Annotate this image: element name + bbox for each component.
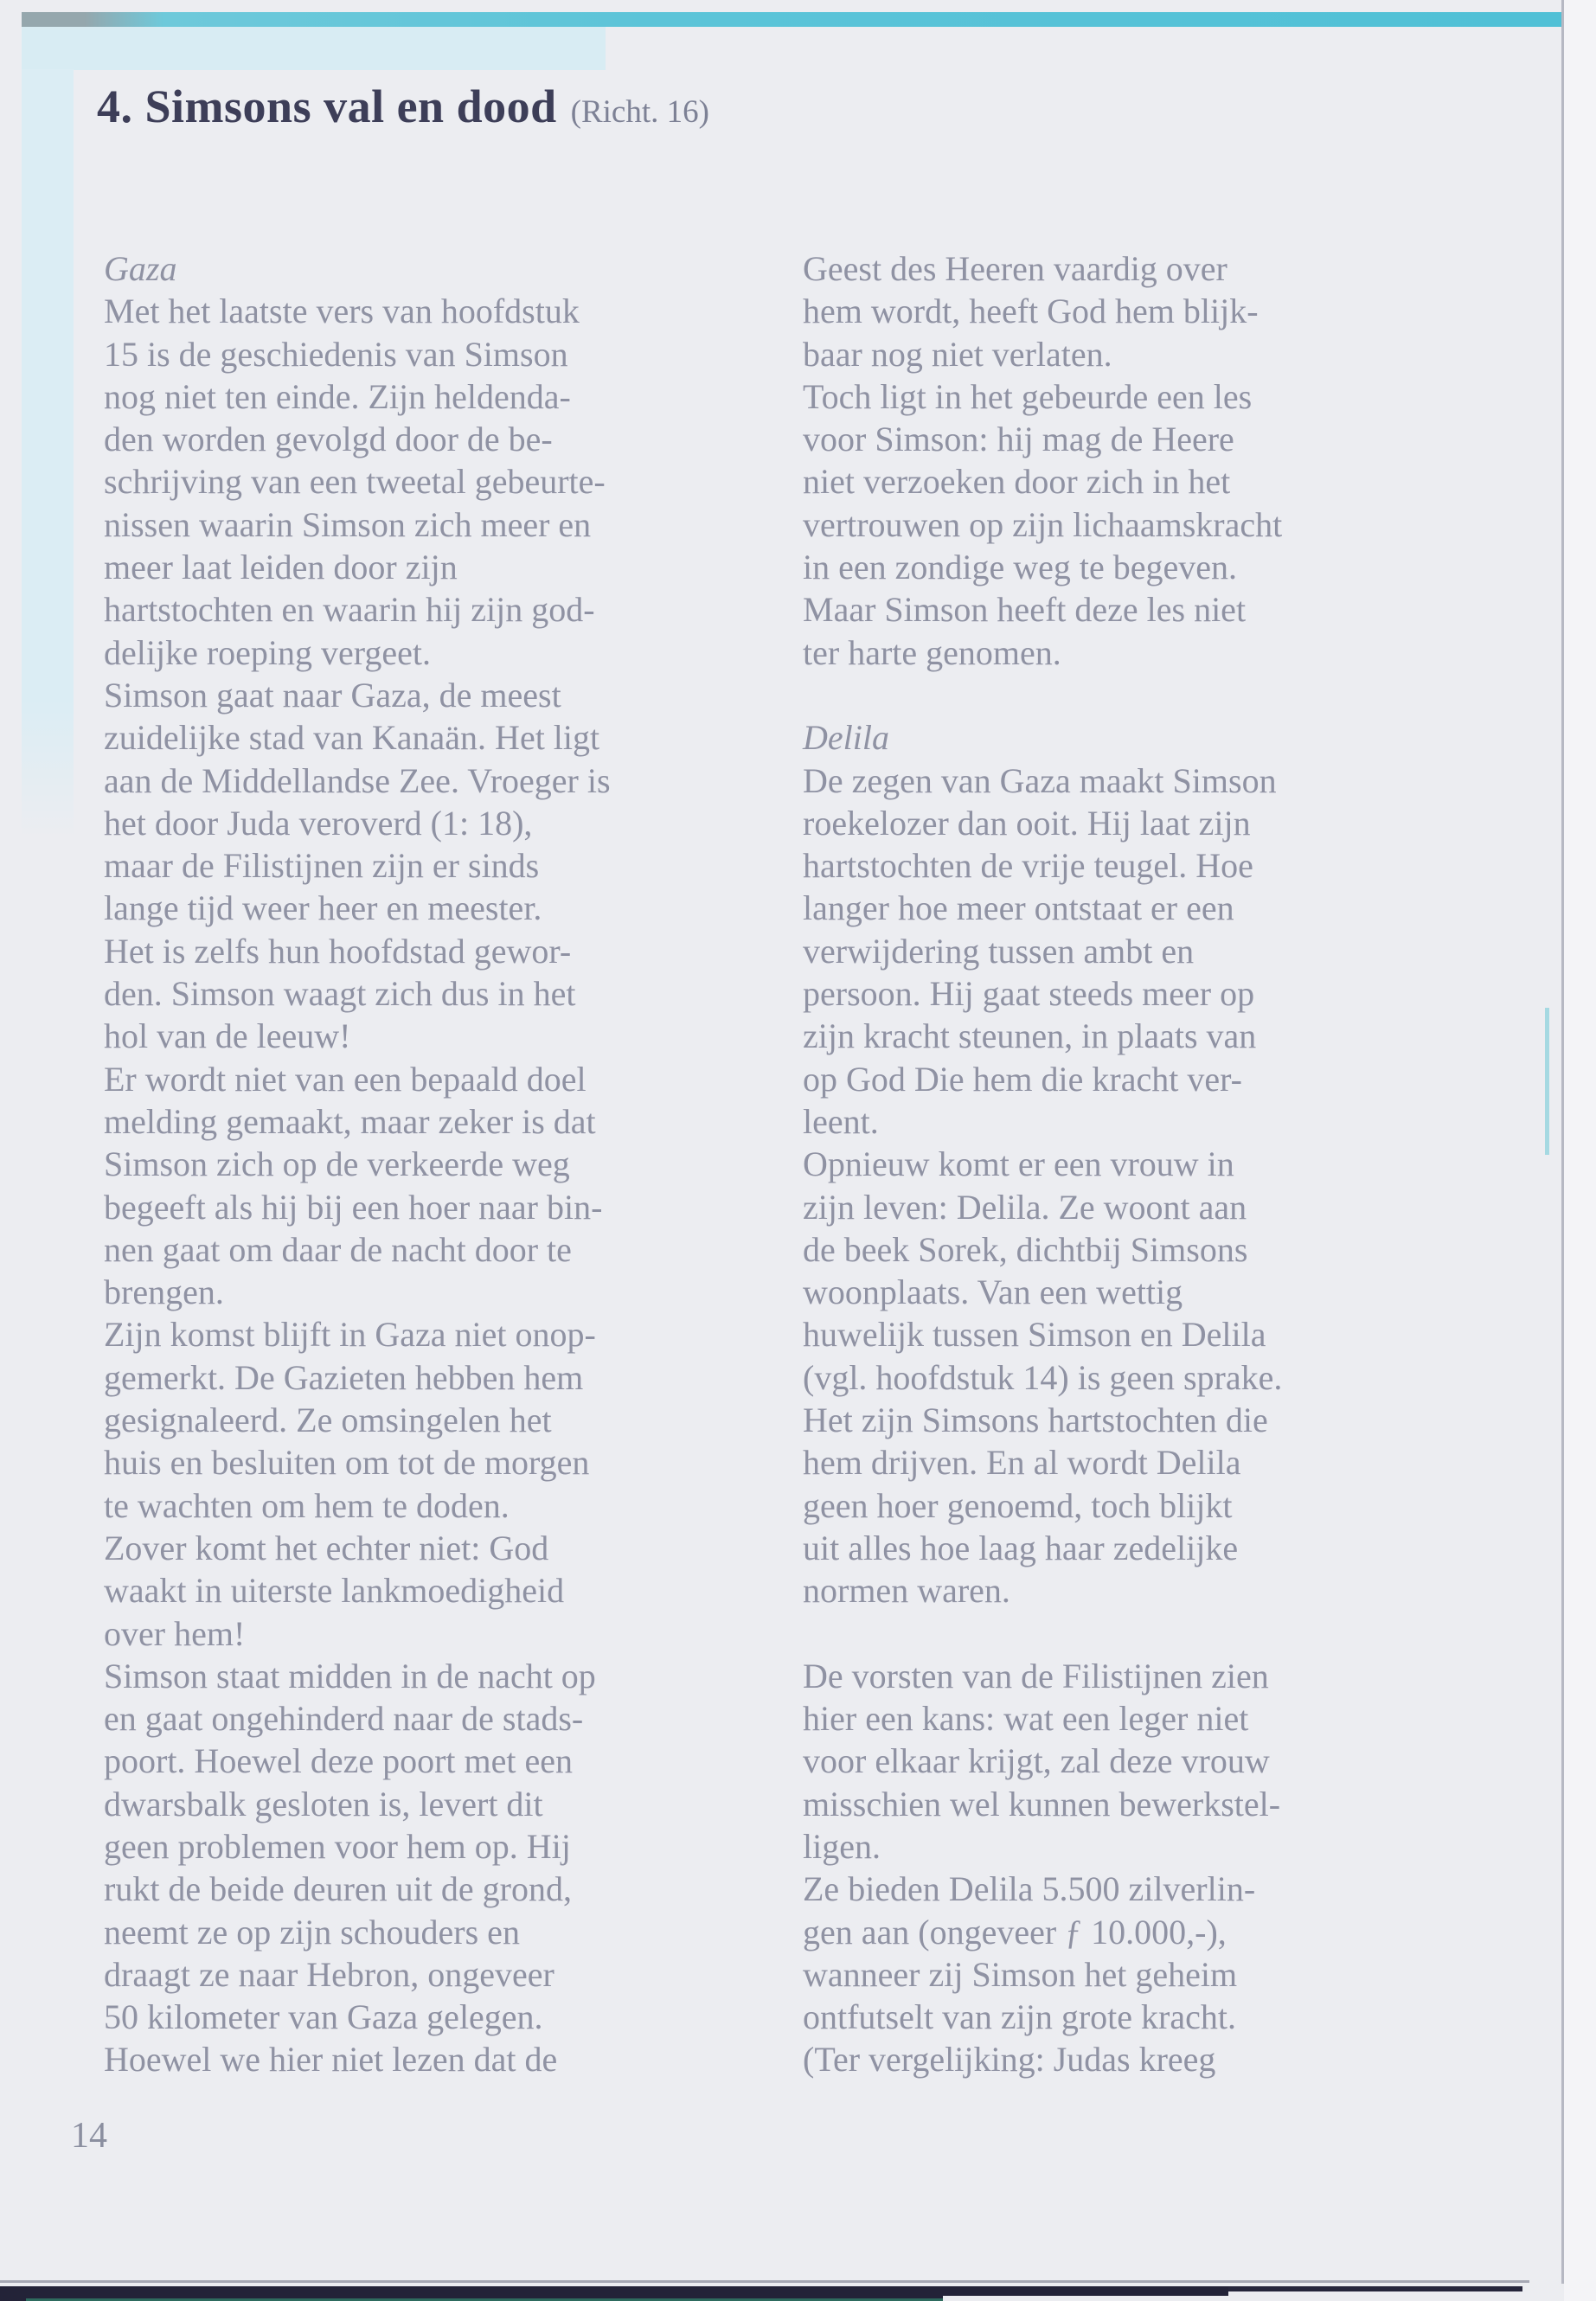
- text-line: gemerkt. De Gazieten hebben hem: [104, 1357, 584, 1397]
- text-line: poort. Hoewel deze poort met een: [104, 1741, 574, 1781]
- text-line: Er wordt niet van een bepaald doel: [104, 1059, 586, 1099]
- text-line: Zover komt het echter niet: God: [104, 1528, 549, 1567]
- text-line: ter harte genomen.: [803, 632, 1061, 672]
- left-cyan-strip: [22, 69, 74, 839]
- text-line: zijn kracht steunen, in plaats van: [803, 1016, 1257, 1056]
- text-line: draagt ze naar Hebron, ongeveer: [104, 1954, 554, 1994]
- text-line: voor Simson: hij mag de Heere: [803, 420, 1234, 459]
- text-line: maar de Filistijnen zijn er sinds: [104, 846, 540, 886]
- text-line: voor elkaar krijgt, zal deze vrouw: [803, 1741, 1270, 1781]
- text-line: en gaat ongehinderd naar de stads-: [104, 1699, 584, 1739]
- text-line: hol van de leeuw!: [104, 1016, 351, 1056]
- text-line: verwijdering tussen ambt en: [803, 931, 1195, 971]
- top-pale-cyan-block: [22, 27, 606, 70]
- text-line: dwarsbalk gesloten is, levert dit: [104, 1784, 543, 1823]
- text-line: meer laat leiden door zijn: [104, 548, 458, 587]
- text-line: de beek Sorek, dichtbij Simsons: [803, 1229, 1248, 1269]
- text-line: schrijving van een tweetal gebeurte-: [104, 462, 606, 502]
- text-line: brengen.: [104, 1272, 224, 1312]
- text-line: Zijn komst blijft in Gaza niet onop-: [104, 1315, 596, 1355]
- text-line: De vorsten van de Filistijnen zien: [803, 1656, 1269, 1695]
- text-line: leent.: [803, 1101, 879, 1141]
- text-line: hartstochten de vrije teugel. Hoe: [803, 846, 1253, 886]
- text-line: op God Die hem die kracht ver-: [803, 1059, 1242, 1099]
- section-heading: Gaza: [104, 249, 177, 288]
- text-line: aan de Middellandse Zee. Vroeger is: [104, 760, 611, 800]
- text-line: langer hoe meer ontstaat er een: [803, 888, 1234, 928]
- left-text-column: [104, 247, 770, 2081]
- text-line: den worden gevolgd door de be-: [104, 420, 553, 459]
- text-line: neemt ze op zijn schouders en: [104, 1912, 520, 1952]
- text-line: 15 is de geschiedenis van Simson: [104, 334, 568, 374]
- text-line: woonplaats. Van een wettig: [803, 1272, 1183, 1312]
- bottom-accent-bar-step-2: [1228, 2286, 1522, 2291]
- text-line: Ze bieden Delila 5.500 zilverlin-: [803, 1869, 1256, 1909]
- text-line: Geest des Heeren vaardig over: [803, 249, 1227, 288]
- text-line: (Ter vergelijking: Judas kreeg: [803, 2040, 1216, 2080]
- bottom-accent-bar-step: [943, 2286, 1228, 2296]
- text-line: waakt in uiterste lankmoedigheid: [104, 1571, 565, 1611]
- text-line: roekelozer dan ooit. Hij laat zijn: [803, 803, 1251, 843]
- text-line: Het is zelfs hun hoofdstad gewor-: [104, 931, 572, 971]
- text-line: te wachten om hem te doden.: [104, 1485, 510, 1525]
- text-line: Simson zich op de verkeerde weg: [104, 1144, 570, 1184]
- scripture-reference: (Richt. 16): [570, 94, 709, 130]
- text-line: hem drijven. En al wordt Delila: [803, 1443, 1241, 1483]
- text-line: De zegen van Gaza maakt Simson: [803, 760, 1277, 800]
- text-line: het door Juda veroverd (1: 18),: [104, 803, 533, 843]
- text-line: misschien wel kunnen bewerkstel-: [803, 1784, 1281, 1823]
- text-line: hier een kans: wat een leger niet: [803, 1699, 1249, 1739]
- bottom-hairline: [0, 2280, 1529, 2283]
- text-line: vertrouwen op zijn lichaamskracht: [803, 504, 1283, 544]
- text-line: niet verzoeken door zich in het: [803, 462, 1231, 502]
- text-line: huis en besluiten om tot de morgen: [104, 1443, 590, 1483]
- page-title: [97, 80, 709, 133]
- text-line: Maar Simson heeft deze les niet: [803, 590, 1247, 630]
- text-line: Simson gaat naar Gaza, de meest: [104, 675, 561, 715]
- section-heading: Delila: [803, 718, 889, 758]
- page-number: 14: [71, 2116, 107, 2156]
- text-line: gen aan (ongeveer ƒ 10.000,-),: [803, 1912, 1227, 1952]
- text-line: persoon. Hij gaat steeds meer op: [803, 974, 1255, 1014]
- right-text-column: [803, 247, 1469, 2081]
- text-line: gesignaleerd. Ze omsingelen het: [104, 1400, 552, 1440]
- top-accent-bar: [22, 12, 1596, 27]
- text-line: lange tijd weer heer en meester.: [104, 888, 542, 928]
- text-line: baar nog niet verlaten.: [803, 334, 1112, 374]
- text-line: ligen.: [803, 1826, 881, 1866]
- text-line: Het zijn Simsons hartstochten die: [803, 1400, 1268, 1440]
- right-edge-teal-mark: [1545, 1008, 1549, 1155]
- text-line: wanneer zij Simson het geheim: [803, 1954, 1238, 1994]
- text-line: hem wordt, heeft God hem blijk-: [803, 292, 1259, 331]
- text-line: nog niet ten einde. Zijn heldenda-: [104, 376, 571, 416]
- text-line: rukt de beide deuren uit de grond,: [104, 1869, 572, 1909]
- blank-line: [803, 674, 1469, 716]
- text-line: zijn leven: Delila. Ze woont aan: [803, 1187, 1247, 1227]
- text-line: Toch ligt in het gebeurde een les: [803, 376, 1253, 416]
- text-line: Hoewel we hier niet lezen dat de: [104, 2040, 558, 2080]
- text-line: (vgl. hoofdstuk 14) is geen sprake.: [803, 1357, 1283, 1397]
- text-line: melding gemaakt, maar zeker is dat: [104, 1101, 596, 1141]
- text-line: Simson staat midden in de nacht op: [104, 1656, 596, 1695]
- text-line: Met het laatste vers van hoofdstuk: [104, 292, 580, 331]
- text-line: zuidelijke stad van Kanaän. Het ligt: [104, 718, 600, 758]
- text-line: normen waren.: [803, 1571, 1010, 1611]
- text-line: nissen waarin Simson zich meer en: [104, 504, 592, 544]
- text-line: over hem!: [104, 1613, 246, 1653]
- chapter-title-text: 4. Simsons val en dood: [97, 80, 557, 132]
- text-line: geen problemen voor hem op. Hij: [104, 1826, 571, 1866]
- text-line: delijke roeping vergeet.: [104, 632, 432, 672]
- text-line: 50 kilometer van Gaza gelegen.: [104, 1997, 543, 2037]
- text-line: huwelijk tussen Simson en Delila: [803, 1315, 1266, 1355]
- right-margin-area: [1564, 0, 1596, 2301]
- text-line: uit alles hoe laag haar zedelijke: [803, 1528, 1239, 1567]
- text-line: ontfutselt van zijn grote kracht.: [803, 1997, 1236, 2037]
- text-line: Opnieuw komt er een vrouw in: [803, 1144, 1234, 1184]
- text-line: den. Simson waagt zich dus in het: [104, 974, 576, 1014]
- text-line: geen hoer genoemd, toch blijkt: [803, 1485, 1233, 1525]
- blank-line: [803, 1612, 1469, 1655]
- text-line: hartstochten en waarin hij zijn god-: [104, 590, 595, 630]
- text-line: in een zondige weg te begeven.: [803, 548, 1238, 587]
- text-line: begeeft als hij bij een hoer naar bin-: [104, 1187, 603, 1227]
- text-line: nen gaat om daar de nacht door te: [104, 1229, 572, 1269]
